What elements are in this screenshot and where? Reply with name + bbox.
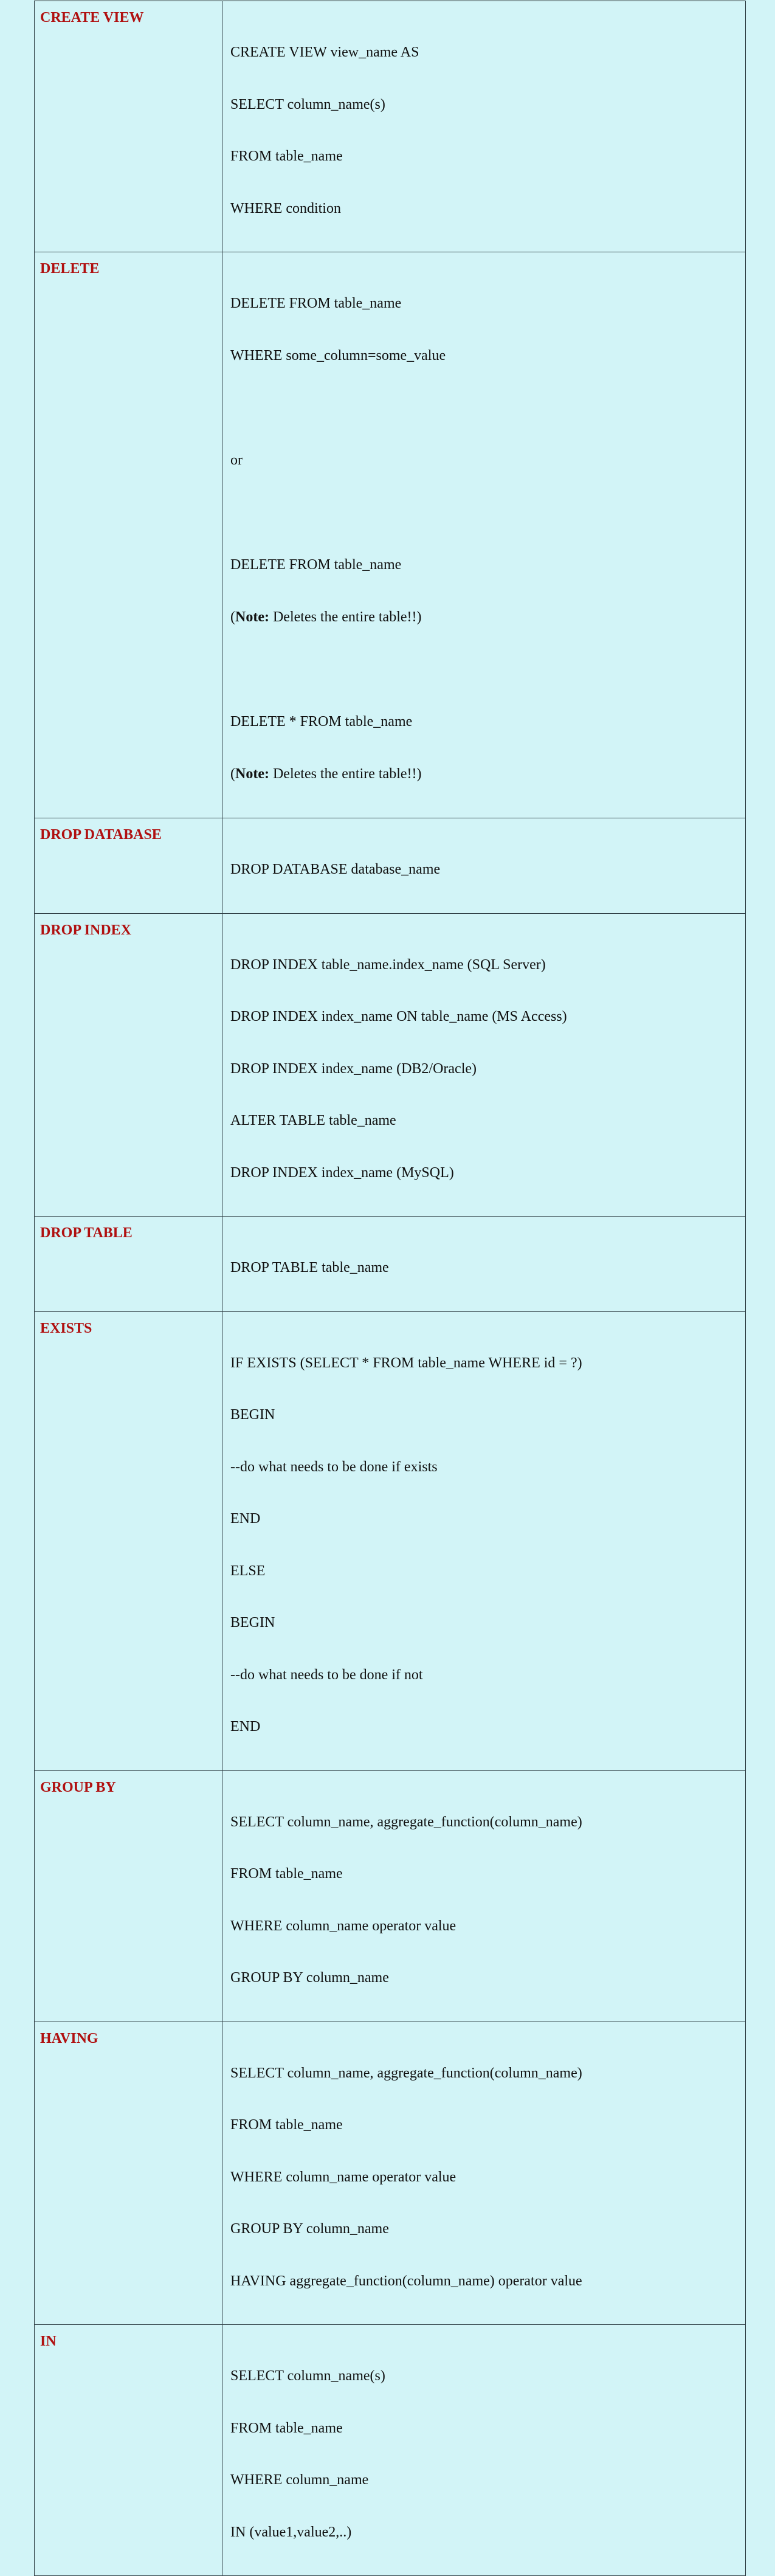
syntax-line: SELECT column_name, aggregate_function(column_name) [230,1814,582,1830]
keyword-cell [35,252,222,818]
syntax-line: DROP DATABASE database_name [230,862,441,877]
table-row [35,252,746,818]
keyword: CREATE VIEW [40,10,144,26]
blank-line [230,399,745,417]
syntax-cell [222,1770,746,2022]
syntax-block [222,818,745,913]
syntax-line: FROM table_name [230,2420,343,2436]
keyword: DROP TABLE [40,1225,133,1241]
syntax-cell [222,2325,746,2576]
syntax-line: DROP INDEX index_name (MySQL) [230,1164,454,1181]
syntax-line: DROP INDEX index_name ON table_name (MS Access) [230,1009,567,1024]
syntax-line: DROP TABLE table_name [230,1260,389,1276]
syntax-line: CREATE VIEW view_name AS [230,44,419,60]
syntax-cell [222,818,746,914]
keyword-cell [35,1311,222,1770]
keyword-cell [35,2325,222,2576]
syntax-line: FROM table_name [230,148,343,164]
syntax-block [222,1771,745,2022]
syntax-line: GROUP BY column_name [230,2221,389,2237]
syntax-line: WHERE column_name operator value [230,2169,456,2185]
syntax-line: ELSE [230,1563,266,1579]
note-text: Deletes the entire table!!) [269,609,422,625]
syntax-line: FROM table_name [230,1866,343,1882]
syntax-line: BEGIN [230,1615,275,1631]
blank-line [230,504,745,522]
syntax-cell [222,252,746,818]
syntax-line: HAVING aggregate_function(column_name) operator value [230,2273,582,2289]
keyword-cell [35,1770,222,2022]
syntax-block [222,252,745,818]
syntax-block [222,2022,745,2325]
syntax-line: SELECT column_name(s) [230,96,385,112]
syntax-line: IN (value1,value2,..) [230,2524,352,2540]
syntax-cell [222,1217,746,1312]
syntax-line: DELETE FROM table_name [230,557,402,573]
syntax-line: FROM table_name [230,2117,343,2133]
syntax-block [222,1217,745,1311]
table-row [35,818,746,914]
syntax-line: WHERE some_column=some_value [230,348,446,364]
syntax-line: or [230,452,243,468]
keyword: DROP INDEX [40,922,132,938]
keyword: EXISTS [40,1320,92,1336]
syntax-block [222,1312,745,1770]
syntax-line: DROP INDEX index_name (DB2/Oracle) [230,1060,477,1077]
syntax-line: IF EXISTS (SELECT * FROM table_name WHERE id = ?) [230,1355,582,1371]
syntax-line: WHERE condition [230,200,341,216]
syntax-line: END [230,1719,261,1735]
syntax-block [222,2325,745,2575]
syntax-line: SELECT column_name(s) [230,2368,385,2384]
note-label: Note: [235,609,269,625]
keyword-cell [35,818,222,914]
keyword: HAVING [40,2030,98,2046]
table-row [35,1,746,252]
note-line: (Note: Deletes the entire table!!) [230,609,422,625]
syntax-cell [222,2022,746,2325]
keyword: DELETE [40,261,100,277]
syntax-cell [222,913,746,1217]
syntax-line: DELETE FROM table_name [230,295,402,311]
keyword-cell [35,2022,222,2325]
table-row [35,2325,746,2576]
note-label: Note: [235,766,269,782]
syntax-line: END [230,1511,261,1527]
keyword: IN [40,2333,57,2349]
syntax-line: DROP INDEX table_name.index_name (SQL Server) [230,956,546,973]
note-line: (Note: Deletes the entire table!!) [230,766,422,782]
syntax-block [222,1,745,252]
keyword: DROP DATABASE [40,827,162,843]
syntax-block [222,914,745,1217]
syntax-line: ALTER TABLE table_name [230,1113,396,1128]
syntax-line: --do what needs to be done if exists [230,1459,438,1475]
syntax-line: SELECT column_name, aggregate_function(column_name) [230,2065,582,2081]
table-row [35,1770,746,2022]
table-row [35,1311,746,1770]
syntax-cell [222,1311,746,1770]
keyword: GROUP BY [40,1779,116,1795]
syntax-cell [222,1,746,252]
syntax-line: DELETE * FROM table_name [230,714,413,730]
keyword-cell [35,1217,222,1312]
table-row [35,913,746,1217]
table-row [35,1217,746,1312]
syntax-line: WHERE column_name operator value [230,1918,456,1934]
syntax-line: WHERE column_name [230,2472,369,2488]
keyword-cell [35,913,222,1217]
syntax-line: GROUP BY column_name [230,1970,389,1986]
keyword-cell [35,1,222,252]
table-row [35,2022,746,2325]
syntax-line: --do what needs to be done if not [230,1666,423,1683]
blank-line [230,661,745,679]
sql-reference-table [34,1,746,2576]
note-text: Deletes the entire table!!) [269,766,422,782]
syntax-line: BEGIN [230,1407,275,1423]
